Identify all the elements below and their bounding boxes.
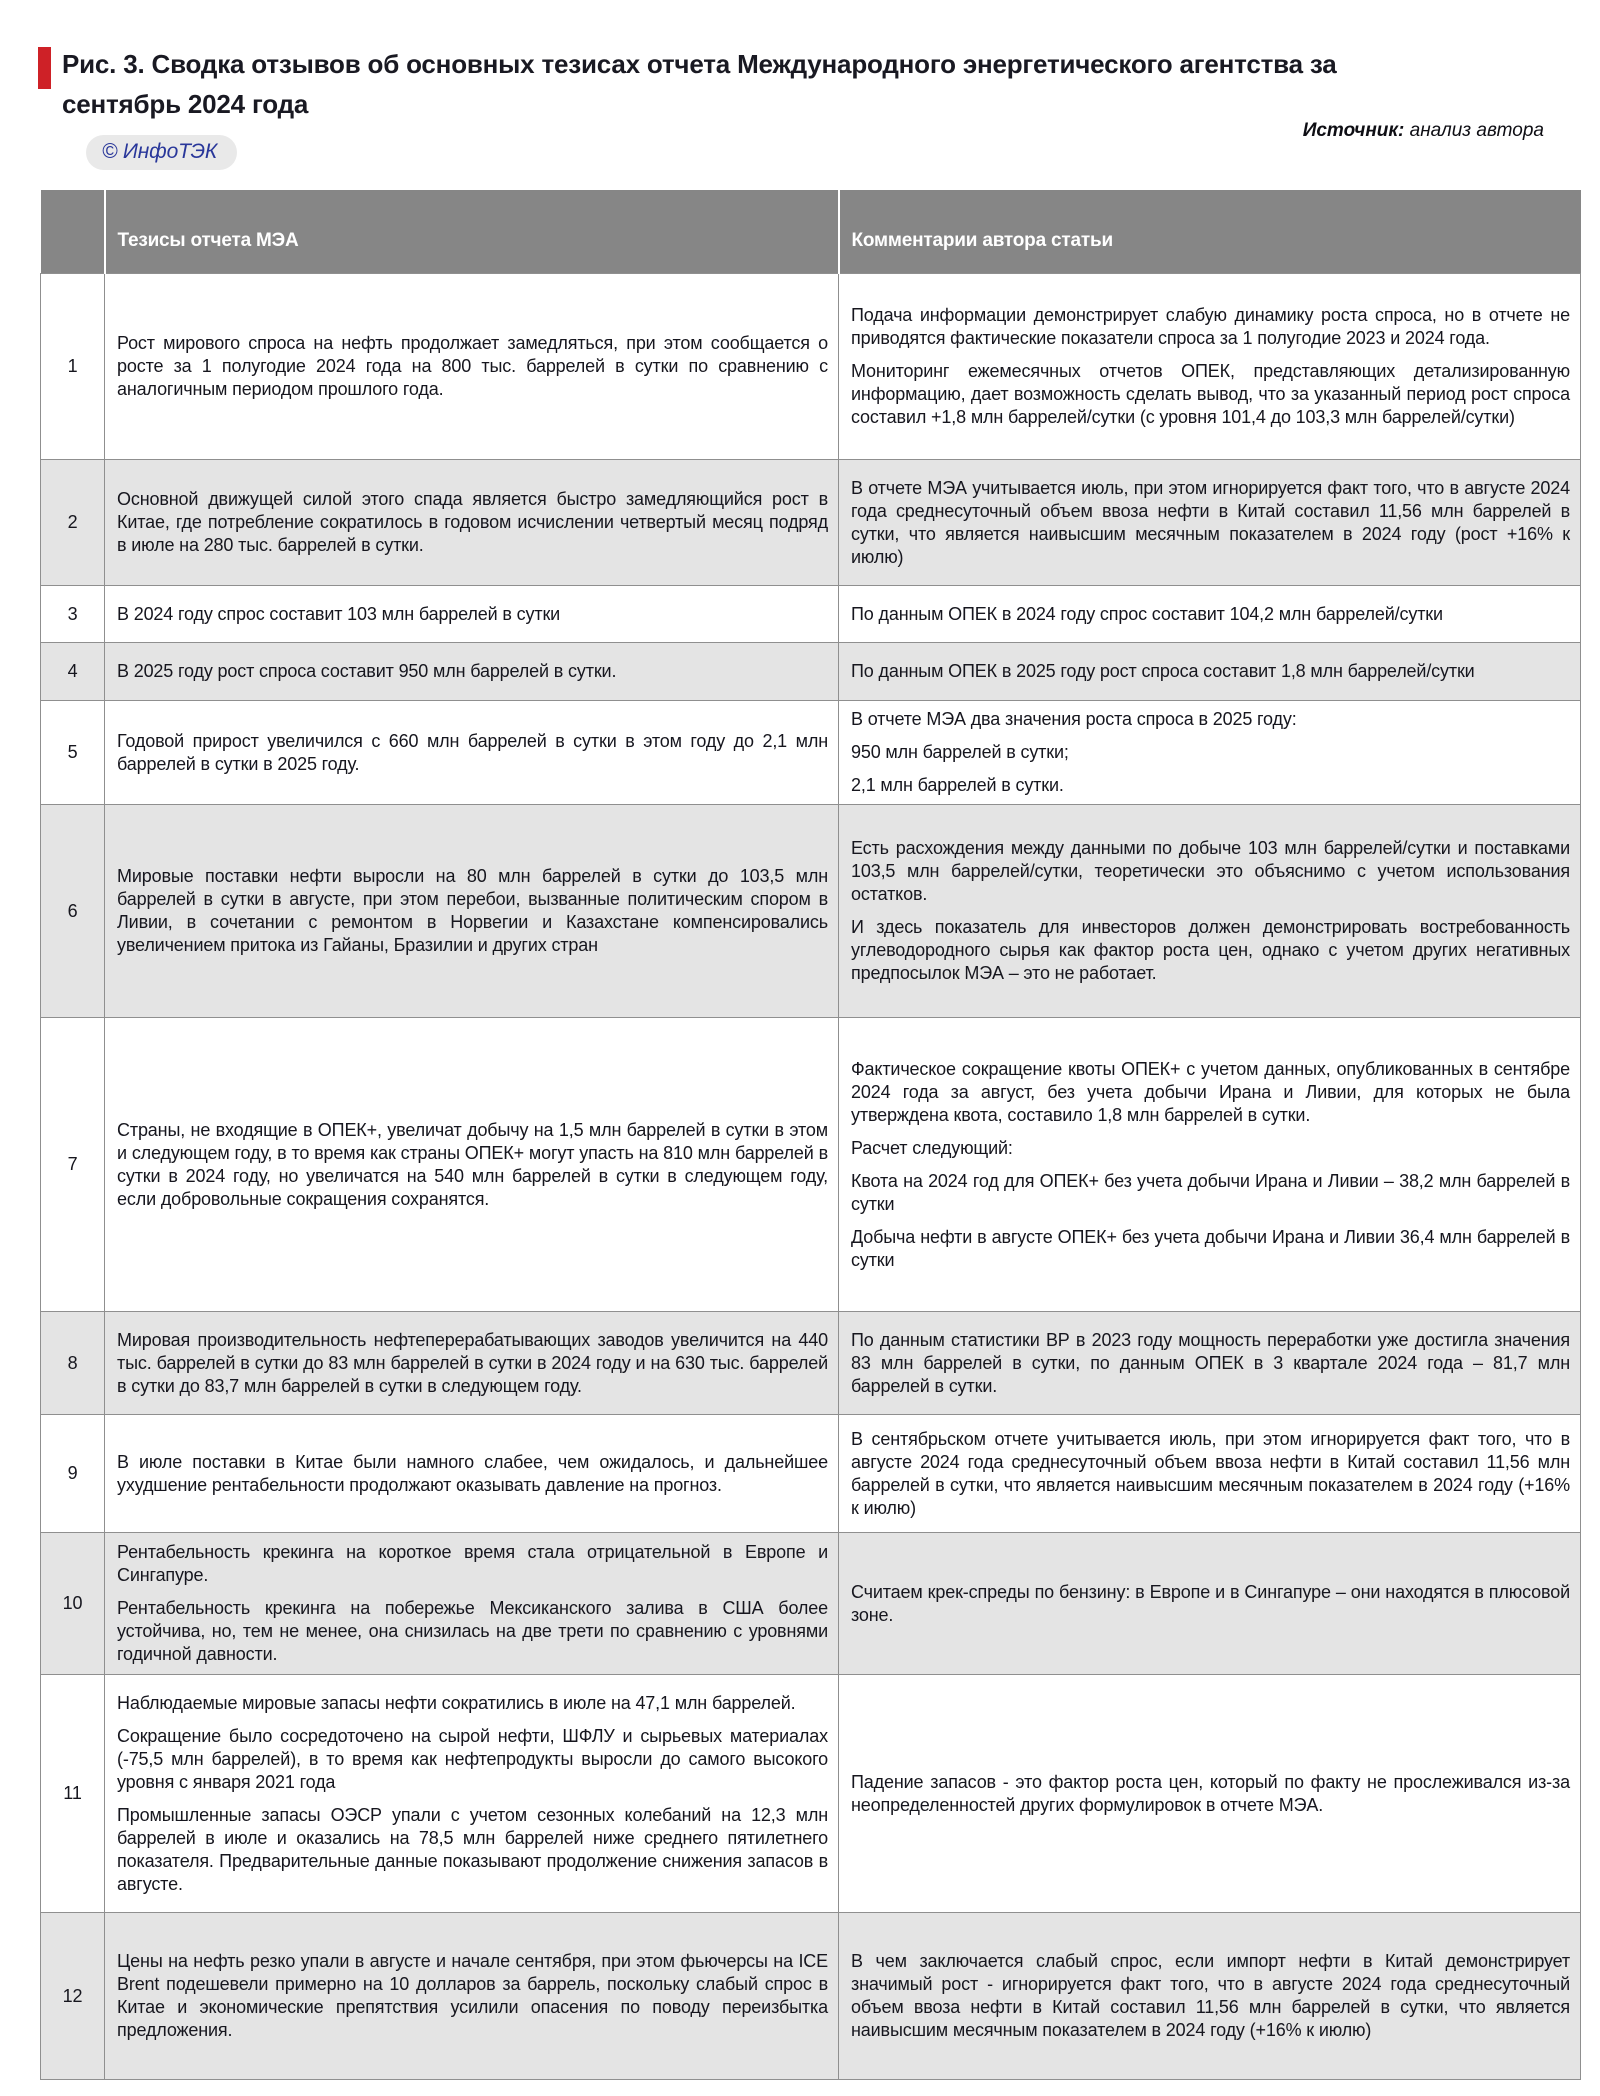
infotek-copyright-badge — [86, 135, 237, 170]
comment-paragraph: По данным ОПЕК в 2025 году рост спроса составит 1,8 млн баррелей/сутки — [851, 661, 1475, 682]
thesis-paragraph: Рентабельность крекинга на короткое время стала отрицательной в Европе и Сингапуре. — [117, 1542, 828, 1586]
thesis-paragraph: Страны, не входящие в ОПЕК+, увеличат добычу на 1,5 млн баррелей в сутки в этом и следующем году, в то время как страны ОПЕК+ могут упасть на 810 млн баррелей в сутки в 2024 году, но увеличатся на 540 млн баррелей в сутки в следующем году, если добровольные сокращения сохранятся. — [117, 1119, 828, 1209]
thesis-paragraph: Наблюдаемые мировые запасы нефти сократились в июле на 47,1 млн баррелей. — [117, 1692, 796, 1713]
table-row — [41, 1415, 1581, 1533]
row-number: 12 — [41, 1913, 105, 2080]
thesis-cell — [105, 274, 839, 460]
comment-paragraph: По данным ОПЕК в 2024 году спрос составит 104,2 млн баррелей/сутки — [851, 603, 1443, 624]
theses-column-header: Тезисы отчета МЭА — [105, 190, 839, 274]
thesis-cell — [105, 1312, 839, 1415]
table-row — [41, 805, 1581, 1018]
table-row — [41, 1533, 1581, 1675]
thesis-cell — [105, 1913, 839, 2080]
thesis-cell — [105, 1675, 839, 1913]
row-number: 6 — [41, 805, 105, 1018]
thesis-paragraph: Годовой прирост увеличился с 660 млн баррелей в сутки в этом году до 2,1 млн баррелей в сутки в 2025 году. — [117, 730, 828, 774]
table-row — [41, 643, 1581, 701]
table-row — [41, 1018, 1581, 1312]
comment-paragraph: И здесь показатель для инвесторов должен демонстрировать востребованность углеводородного сырья как фактор роста цен, однако с учетом других негативных предпосылок МЭА – это не работает. — [851, 917, 1570, 984]
comment-cell — [839, 1913, 1581, 2080]
comment-paragraph: Расчет следующий: — [851, 1137, 1013, 1158]
row-number: 11 — [41, 1675, 105, 1913]
thesis-paragraph: В июле поставки в Китае были намного слабее, чем ожидалось, и дальнейшее ухудшение рентабельности продолжают оказывать давление на прогноз. — [117, 1451, 828, 1495]
thesis-paragraph: Рентабельность крекинга на побережье Мексиканского залива в США более устойчива, но, тем не менее, она снизилась на две трети по сравнению с уровнями годичной давности. — [117, 1598, 828, 1665]
figure-header — [0, 0, 1600, 176]
row-number: 10 — [41, 1533, 105, 1675]
comment-cell — [839, 643, 1581, 701]
red-accent-bar — [38, 47, 51, 89]
table-row — [41, 1312, 1581, 1415]
thesis-paragraph: Цены на нефть резко упали в августе и начале сентября, при этом фьючерсы на ICE Brent подешевели примерно на 10 долларов за баррель, поскольку слабый спрос в Китае и экономические препятствия усилили опасения по поводу переизбытка предложения. — [117, 1951, 828, 2041]
row-number: 7 — [41, 1018, 105, 1312]
table-row — [41, 1913, 1581, 2080]
comment-cell — [839, 1415, 1581, 1533]
thesis-cell — [105, 460, 839, 586]
comment-paragraph: По данным статистики ВР в 2023 году мощность переработки уже достигла значения 83 млн баррелей в сутки, по данным ОПЕК в 3 квартале 2024 года – 81,7 млн баррелей в сутки. — [851, 1329, 1570, 1396]
table-row — [41, 274, 1581, 460]
comment-paragraph: В отчете МЭА два значения роста спроса в 2025 году: — [851, 709, 1297, 730]
comment-cell — [839, 274, 1581, 460]
thesis-cell — [105, 586, 839, 643]
thesis-paragraph: Промышленные запасы ОЭСР упали с учетом сезонных колебаний на 12,3 млн баррелей в июле и оказались на 78,5 млн баррелей ниже среднего пятилетнего показателя. Предварительные данные показывают продолжение снижения запасов в августе. — [117, 1804, 828, 1894]
table-row — [41, 460, 1581, 586]
table-row — [41, 1675, 1581, 1913]
source-note — [1303, 120, 1544, 142]
table-header — [41, 190, 1581, 274]
comment-paragraph: Фактическое сокращение квоты ОПЕК+ с учетом данных, опубликованных в сентябре 2024 года за август, без учета добычи Ирана и Ливии, для которых не была утверждена квота, составило 1,8 млн баррелей в сутки. — [851, 1058, 1570, 1125]
row-number: 3 — [41, 586, 105, 643]
figure-title: Рис. 3. Сводка отзывов об основных тезисах отчета Международного энергетического агентства за сентябрь 2024 года — [62, 49, 1337, 120]
review-table — [40, 190, 1581, 2081]
table-row — [41, 701, 1581, 805]
comment-cell — [839, 805, 1581, 1018]
row-number: 8 — [41, 1312, 105, 1415]
row-number: 5 — [41, 701, 105, 805]
thesis-cell — [105, 701, 839, 805]
comment-cell — [839, 1312, 1581, 1415]
corner-header-cell — [41, 190, 105, 274]
comments-column-header: Комментарии автора статьи — [839, 190, 1581, 274]
thesis-paragraph: В 2025 году рост спроса составит 950 млн баррелей в сутки. — [117, 661, 617, 682]
row-number: 4 — [41, 643, 105, 701]
row-number: 1 — [41, 274, 105, 460]
comment-paragraph: В чем заключается слабый спрос, если импорт нефти в Китай демонстрирует значимый рост - игнорируется факт того, что в августе 2024 года среднесуточный объем ввоза нефти в Китай составил 11,56 млн баррелей в сутки, что является наивысшим месячным показателем в 2024 году (+16% к июлю) — [851, 1951, 1570, 2041]
row-number: 9 — [41, 1415, 105, 1533]
comment-paragraph: Подача информации демонстрирует слабую динамику роста спроса, но в отчете не приводятся фактические показатели спроса за 1 полугодие 2023 и 2024 года. — [851, 305, 1570, 349]
thesis-cell — [105, 643, 839, 701]
thesis-paragraph: Мировая производительность нефтеперерабатывающих заводов увеличится на 440 тыс. баррелей в сутки до 83 млн баррелей в сутки в 2024 году и на 630 тыс. баррелей в сутки до 83,7 млн баррелей в сутки в следующем году. — [117, 1329, 828, 1396]
thesis-cell — [105, 1533, 839, 1675]
thesis-paragraph: В 2024 году спрос составит 103 млн баррелей в сутки — [117, 603, 561, 624]
thesis-paragraph: Рост мирового спроса на нефть продолжает замедляться, при этом сообщается о росте за 1 полугодие 2024 года на 800 тыс. баррелей в сутки по сравнению с аналогичным периодом прошлого года. — [117, 333, 828, 400]
comment-paragraph: Добыча нефти в августе ОПЕК+ без учета добычи Ирана и Ливии 36,4 млн баррелей в сутки — [851, 1226, 1570, 1270]
comment-paragraph: В отчете МЭА учитывается июль, при этом игнорируется факт того, что в августе 2024 года среднесуточный объем ввоза нефти в Китай составил 11,56 млн баррелей в сутки, что является наивысшим месячным показателем в 2024 году (рост +16% к июлю) — [851, 477, 1570, 567]
row-number: 2 — [41, 460, 105, 586]
comment-cell — [839, 701, 1581, 805]
comment-paragraph: 950 млн баррелей в сутки; — [851, 742, 1069, 763]
comment-paragraph: 2,1 млн баррелей в сутки. — [851, 775, 1064, 796]
comment-cell — [839, 1675, 1581, 1913]
comment-paragraph: Есть расхождения между данными по добыче 103 млн баррелей/сутки и поставками 103,5 млн баррелей/сутки, теоретически это объяснимо с учетом использования остатков. — [851, 838, 1570, 905]
table-row — [41, 586, 1581, 643]
comment-cell — [839, 460, 1581, 586]
thesis-cell — [105, 1018, 839, 1312]
comment-paragraph: Квота на 2024 год для ОПЕК+ без учета добычи Ирана и Ливии – 38,2 млн баррелей в сутки — [851, 1170, 1570, 1214]
table-header-row — [41, 190, 1581, 274]
comment-cell — [839, 1018, 1581, 1312]
badge-text: © ИнфоТЭК — [102, 139, 218, 163]
thesis-cell — [105, 1415, 839, 1533]
thesis-paragraph: Сокращение было сосредоточено на сырой нефти, ШФЛУ и сырьевых материалах (-75,5 млн баррелей), в то время как нефтепродукты выросли до самого высокого уровня с января 2021 года — [117, 1725, 828, 1792]
table-body — [41, 274, 1581, 2080]
comment-paragraph: Мониторинг ежемесячных отчетов ОПЕК, представляющих детализированную информацию, дает возможность сделать вывод, что за указанный период рост спроса составил +1,8 млн баррелей/сутки (с уровня 101,4 до 103,3 млн баррелей/сутки) — [851, 361, 1570, 428]
source-label: Источник: — [1302, 120, 1405, 141]
thesis-cell — [105, 805, 839, 1018]
comment-cell — [839, 586, 1581, 643]
thesis-paragraph: Основной движущей силой этого спада является быстро замедляющийся рост в Китае, где потребление сократилось в годовом исчислении четвертый месяц подряд в июле на 280 тыс. баррелей в сутки. — [117, 489, 828, 556]
comment-paragraph: В сентябрьском отчете учитывается июль, при этом игнорируется факт того, что в августе 2024 года среднесуточный объем ввоза нефти в Китай составил 11,56 млн баррелей в сутки, что является наивысшим месячным показателем в 2024 году (+16% к июлю) — [851, 1428, 1570, 1518]
thesis-paragraph: Мировые поставки нефти выросли на 80 млн баррелей в сутки до 103,5 млн баррелей в сутки в августе, при этом перебои, вызванные политическим спором в Ливии, в сочетании с ремонтом в Норвегии и Казахстане компенсировались увеличением притока из Гайаны, Бразилии и других стран — [117, 866, 828, 956]
comment-cell — [839, 1533, 1581, 1675]
comment-paragraph: Падение запасов - это фактор роста цен, который по факту не прослеживался из-за неопределенностей других формулировок в отчете МЭА. — [851, 1771, 1570, 1815]
source-value: анализ автора — [1409, 120, 1544, 141]
comment-paragraph: Считаем крек-спреды по бензину: в Европе и в Сингапуре – они находятся в плюсовой зоне. — [851, 1581, 1570, 1625]
